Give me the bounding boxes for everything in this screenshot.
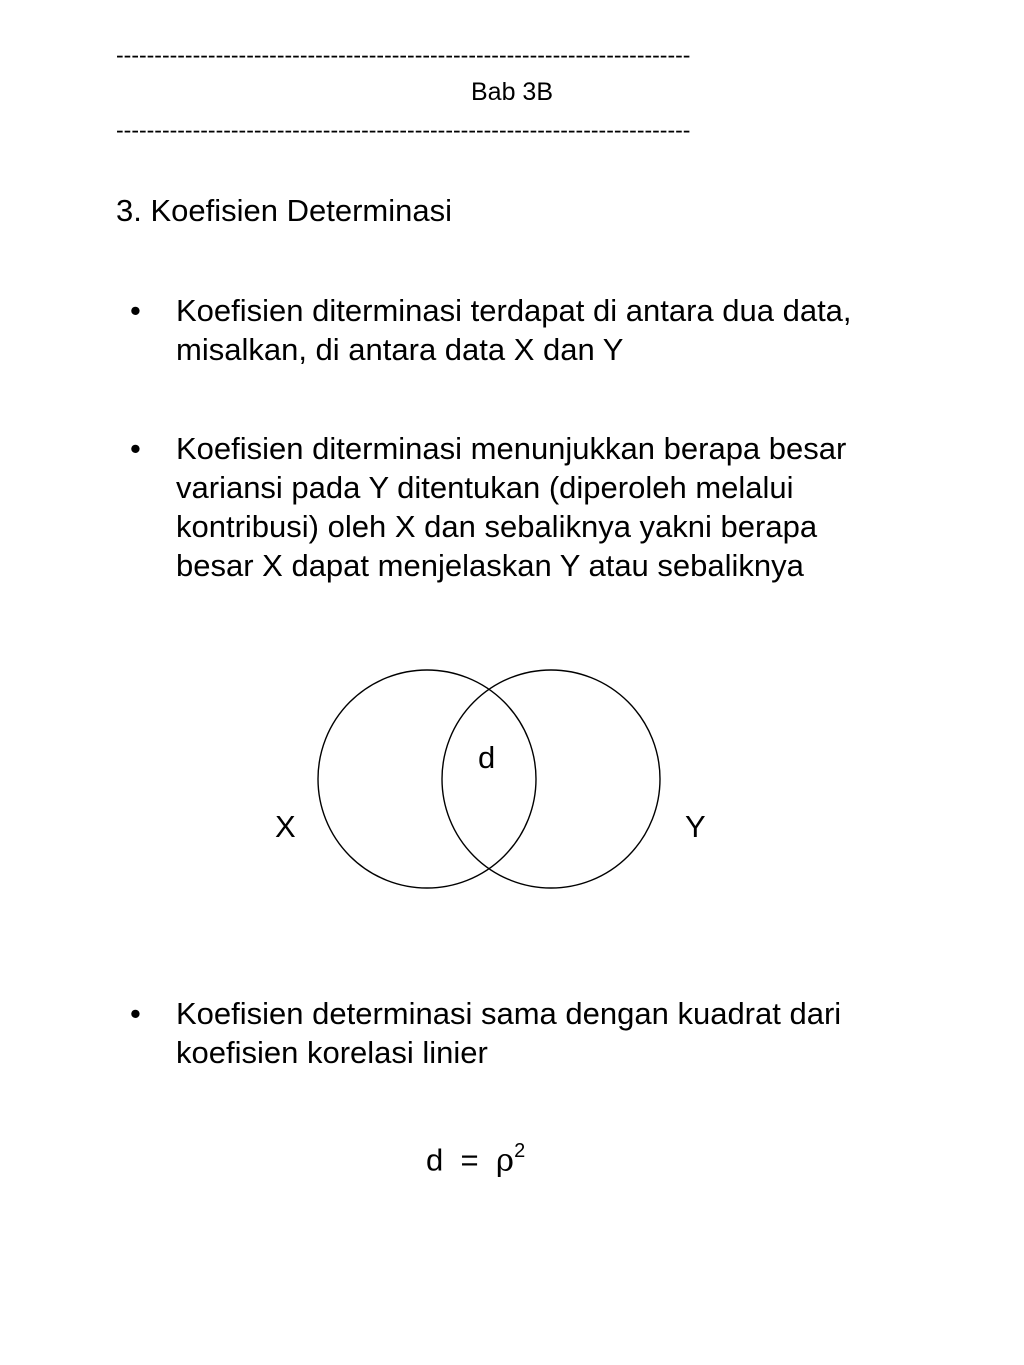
bullet-marker: • xyxy=(130,293,141,328)
formula-exponent: 2 xyxy=(514,1140,526,1162)
bullet-line: Koefisien determinasi sama dengan kuadrat dari xyxy=(176,996,842,1031)
formula-equals: = xyxy=(460,1142,479,1178)
bullet-marker: • xyxy=(130,431,141,466)
page-header-title: Bab 3B xyxy=(470,78,553,106)
formula xyxy=(426,1134,525,1179)
venn-label-x: X xyxy=(275,809,296,844)
venn-circle-x xyxy=(318,670,536,888)
bullet-marker: • xyxy=(130,996,141,1031)
bullet-line: besar X dapat menjelaskan Y atau sebaliknya xyxy=(176,548,804,583)
venn-circle-y xyxy=(442,670,660,888)
bullet-text-square xyxy=(176,994,956,1072)
formula-lhs: d xyxy=(426,1142,444,1178)
bullet-line: misalkan, di antara data X dan Y xyxy=(176,332,624,367)
bullet-line: koefisien korelasi linier xyxy=(176,1035,488,1070)
header-rule-top: --------------------------------------------------------------------------- xyxy=(116,42,691,68)
bullet-line: Koefisien diterminasi terdapat di antara dua data, xyxy=(176,293,852,328)
venn-label-y: Y xyxy=(685,809,706,844)
formula-rho: ρ xyxy=(495,1142,515,1179)
bullet-line: variansi pada Y ditentukan (diperoleh melalui xyxy=(176,470,794,505)
section-title: 3. Koefisien Determinasi xyxy=(116,193,452,228)
header-rule-bottom: --------------------------------------------------------------------------- xyxy=(116,117,691,143)
bullet-line: Koefisien diterminasi menunjukkan berapa besar xyxy=(176,431,847,466)
venn-label-overlap: d xyxy=(478,740,496,775)
bullet-line: kontribusi) oleh X dan sebaliknya yakni berapa xyxy=(176,509,818,544)
